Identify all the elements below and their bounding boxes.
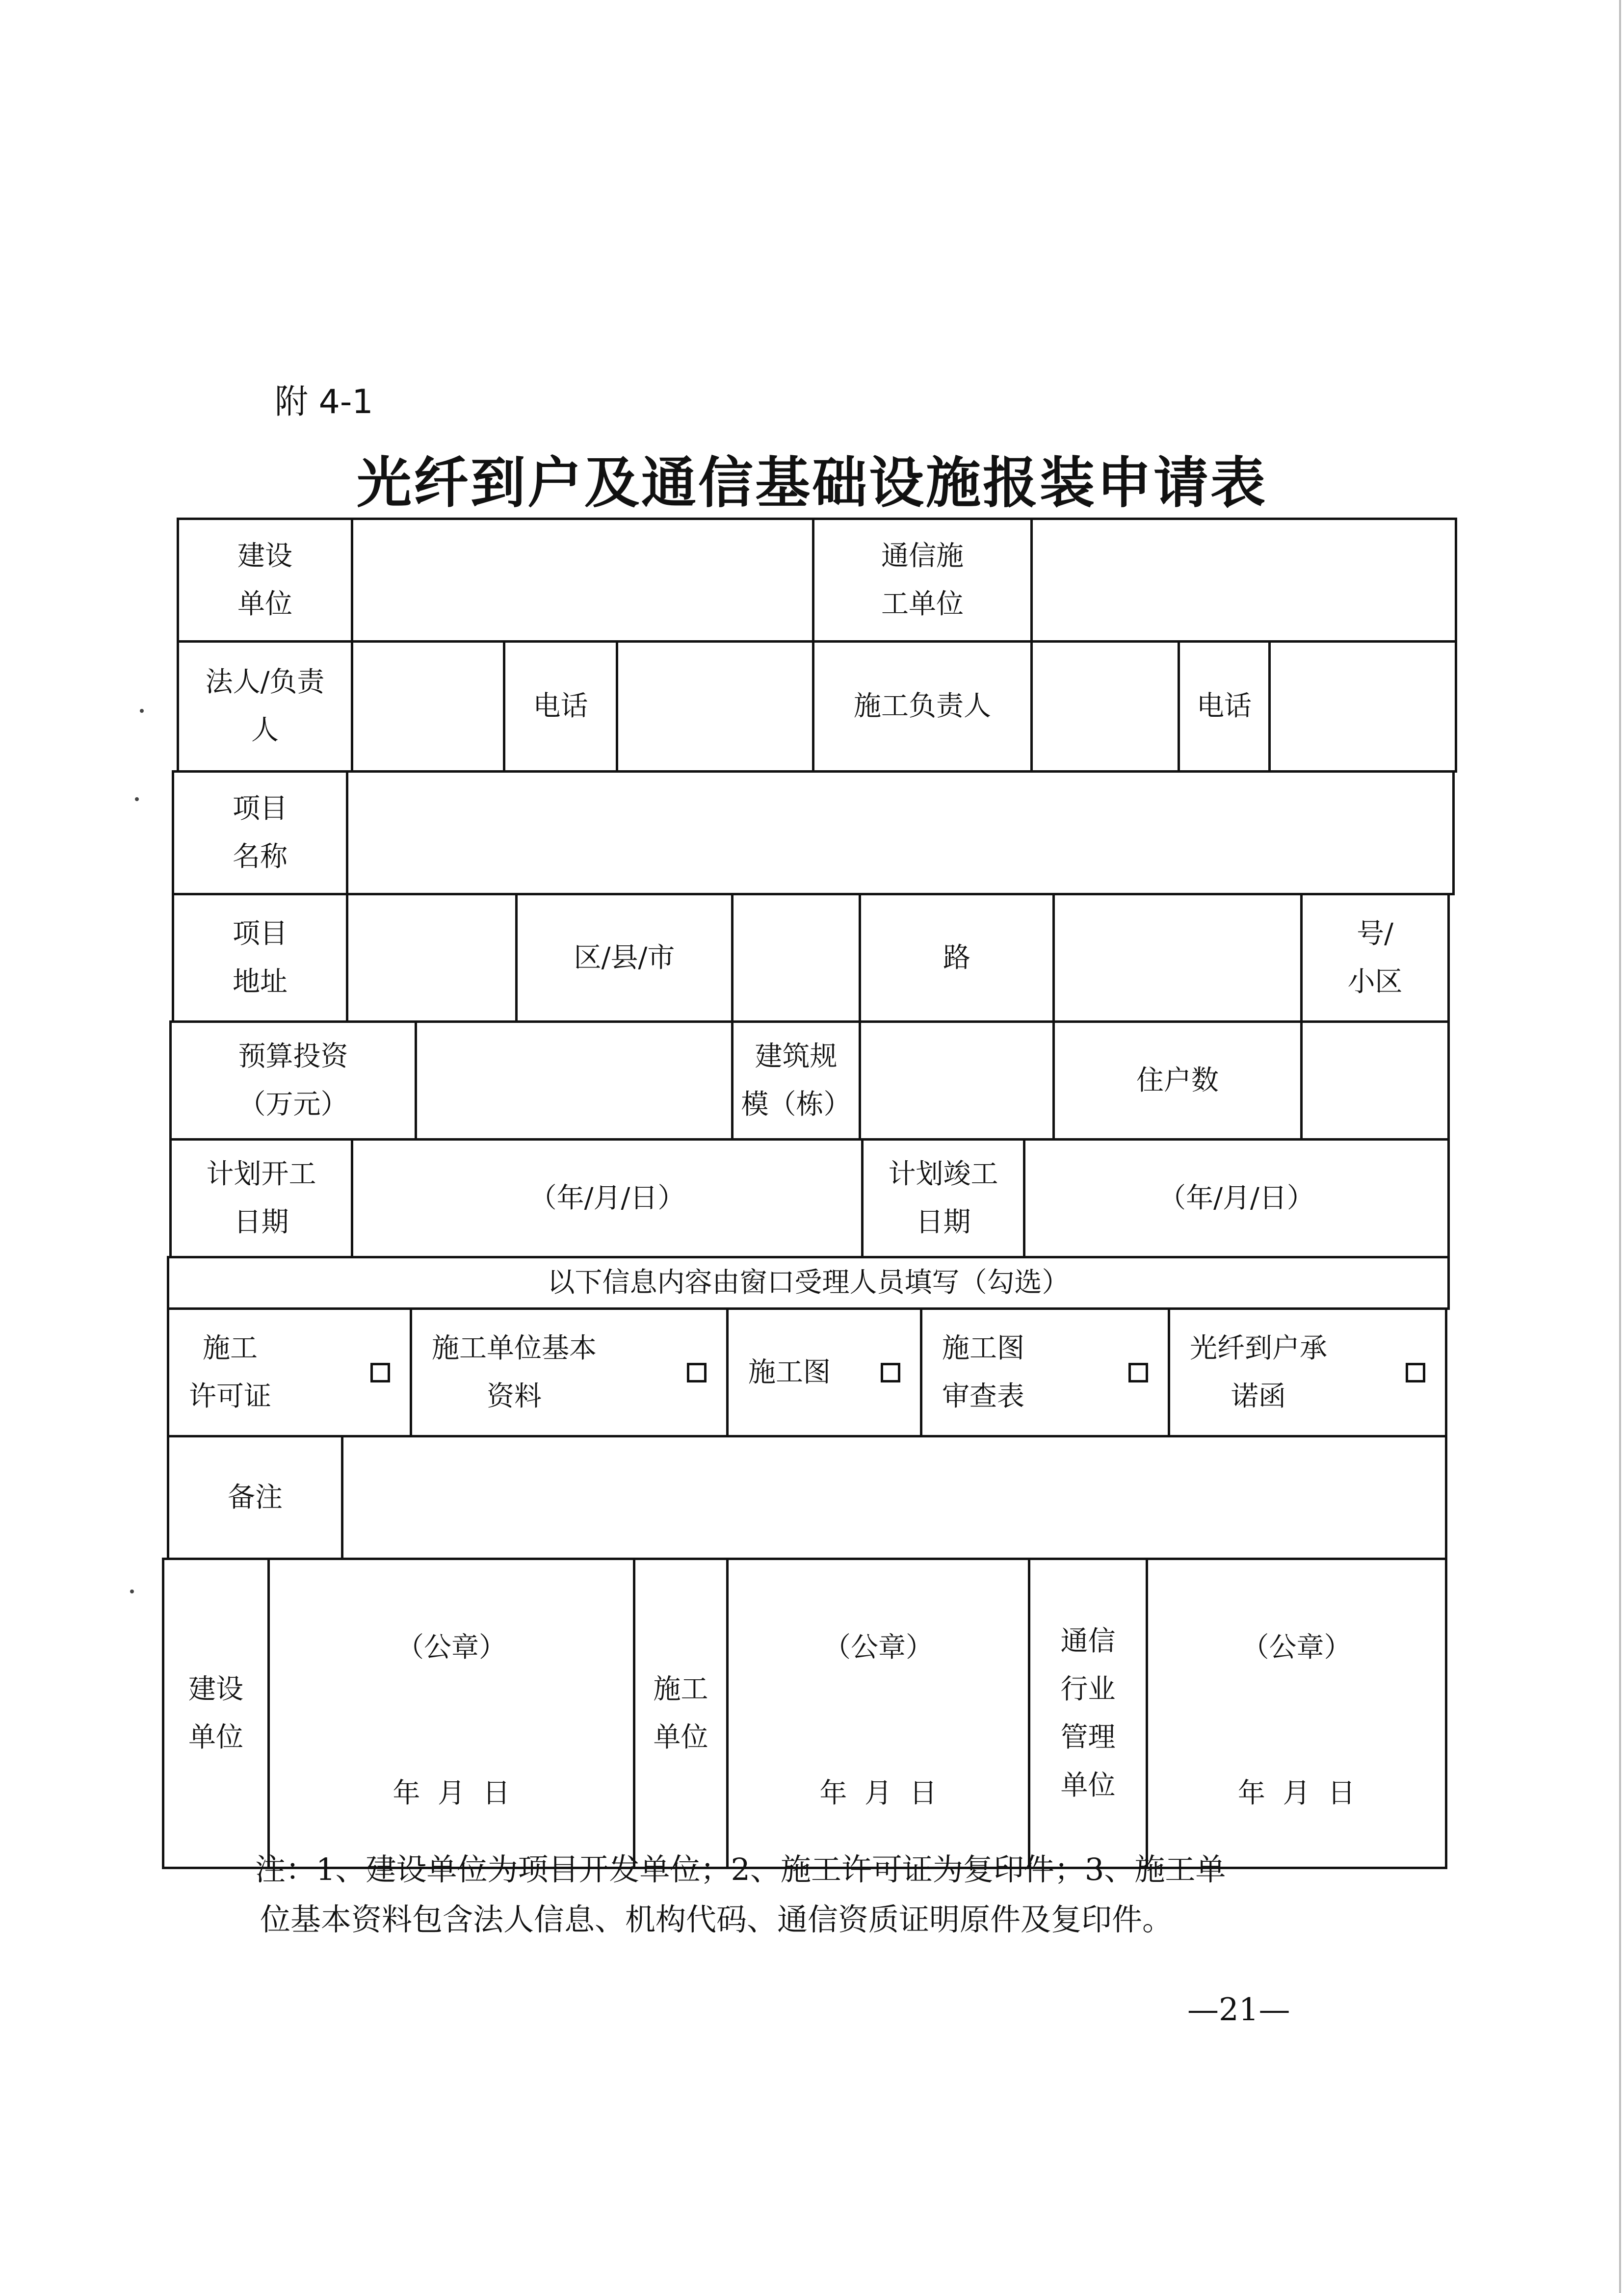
remarks-label: 备注 bbox=[167, 1435, 343, 1560]
seal-label: （公章） bbox=[396, 1632, 506, 1664]
contractor-seal-area[interactable] bbox=[726, 1558, 1030, 1869]
address-number-field[interactable] bbox=[1052, 893, 1303, 1023]
attachment-label: 附 4-1 bbox=[275, 383, 373, 421]
seal-date: 年 月 日 bbox=[1237, 1777, 1356, 1809]
budget-label: 预算投资 （万元） bbox=[169, 1020, 417, 1141]
footnote bbox=[255, 1845, 1374, 1945]
legal-person-field[interactable] bbox=[351, 640, 505, 773]
telecom-contractor-label: 通信施 工单位 bbox=[812, 518, 1033, 643]
seal-date: 年 月 日 bbox=[819, 1777, 937, 1809]
checkbox[interactable] bbox=[687, 1363, 707, 1382]
checklist-label: 施工图 审查表 bbox=[942, 1332, 1024, 1412]
planned-start-label: 计划开工 日期 bbox=[169, 1138, 353, 1258]
section-header: 以下信息内容由窗口受理人员填写（勾选） bbox=[167, 1256, 1450, 1310]
planned-finish-label: 计划竣工 日期 bbox=[861, 1138, 1025, 1258]
project-name-label: 项目 名称 bbox=[172, 770, 348, 895]
remarks-field[interactable] bbox=[341, 1435, 1447, 1560]
checklist-contractor-info[interactable] bbox=[410, 1307, 729, 1437]
telecom-contractor-field[interactable] bbox=[1030, 518, 1457, 643]
checklist-label: 施工 许可证 bbox=[189, 1332, 271, 1412]
checklist-construction-permit[interactable] bbox=[167, 1307, 412, 1437]
scan-speck bbox=[140, 709, 144, 713]
signature-telecom-authority-label: 通信 行业 管理 单位 bbox=[1028, 1558, 1148, 1869]
phone-field[interactable] bbox=[616, 640, 814, 773]
households-field[interactable] bbox=[1300, 1020, 1450, 1141]
checkbox[interactable] bbox=[1406, 1363, 1425, 1382]
phone2-field[interactable] bbox=[1268, 640, 1457, 773]
phone2-label: 电话 bbox=[1178, 640, 1271, 773]
checkbox[interactable] bbox=[370, 1363, 390, 1382]
scan-speck bbox=[135, 797, 139, 801]
application-form bbox=[162, 518, 1447, 1842]
checklist-drawing-review[interactable] bbox=[920, 1307, 1170, 1437]
checklist-construction-drawing[interactable] bbox=[726, 1307, 922, 1437]
building-scale-label: 建筑规 模（栋） bbox=[731, 1020, 861, 1141]
construction-manager-label: 施工负责人 bbox=[812, 640, 1033, 773]
planned-finish-field[interactable]: （年/月/日） bbox=[1023, 1138, 1450, 1258]
construction-unit-seal-area[interactable] bbox=[267, 1558, 635, 1869]
building-scale-field[interactable] bbox=[859, 1020, 1055, 1141]
district-label: 区/县/市 bbox=[515, 893, 733, 1023]
households-label: 住户数 bbox=[1052, 1020, 1303, 1141]
planned-start-field[interactable]: （年/月/日） bbox=[351, 1138, 864, 1258]
seal-date: 年 月 日 bbox=[393, 1777, 510, 1809]
form-title: 光纤到户及通信基础设施报装申请表 bbox=[357, 451, 1267, 515]
construction-unit-field[interactable] bbox=[351, 518, 814, 643]
footnote-line-1: 注：1、建设单位为项目开发单位；2、施工许可证为复印件；3、施工单 bbox=[255, 1851, 1226, 1887]
checkbox[interactable] bbox=[881, 1363, 900, 1382]
address-road-field[interactable] bbox=[731, 893, 861, 1023]
telecom-authority-seal-area[interactable] bbox=[1146, 1558, 1447, 1869]
scan-speck bbox=[130, 1589, 134, 1593]
checklist-label: 施工图 bbox=[748, 1356, 831, 1388]
phone-label: 电话 bbox=[503, 640, 618, 773]
address-district-field[interactable] bbox=[346, 893, 518, 1023]
checkbox[interactable] bbox=[1128, 1363, 1148, 1382]
signature-contractor-label: 施工 单位 bbox=[633, 1558, 729, 1869]
footnote-line-2: 位基本资料包含法人信息、机构代码、通信资质证明原件及复印件。 bbox=[260, 1902, 1173, 1938]
checklist-fiber-commitment[interactable] bbox=[1168, 1307, 1447, 1437]
budget-field[interactable] bbox=[415, 1020, 733, 1141]
construction-manager-field[interactable] bbox=[1030, 640, 1180, 773]
project-address-label: 项目 地址 bbox=[172, 893, 348, 1023]
signature-construction-unit-label: 建设 单位 bbox=[162, 1558, 270, 1869]
seal-label: （公章） bbox=[823, 1632, 933, 1664]
checklist-label: 施工单位基本 资料 bbox=[432, 1332, 597, 1412]
checklist-label: 光纤到户承 诺函 bbox=[1190, 1332, 1327, 1412]
page-number: —21— bbox=[1187, 1992, 1290, 2028]
road-label: 路 bbox=[859, 893, 1055, 1023]
number-label: 号/ 小区 bbox=[1300, 893, 1450, 1023]
construction-unit-label: 建设 单位 bbox=[177, 518, 353, 643]
seal-label: （公章） bbox=[1241, 1632, 1352, 1664]
project-name-field[interactable] bbox=[346, 770, 1455, 895]
legal-person-label: 法人/负责 人 bbox=[177, 640, 353, 773]
right-edge-rule bbox=[1619, 0, 1621, 2293]
